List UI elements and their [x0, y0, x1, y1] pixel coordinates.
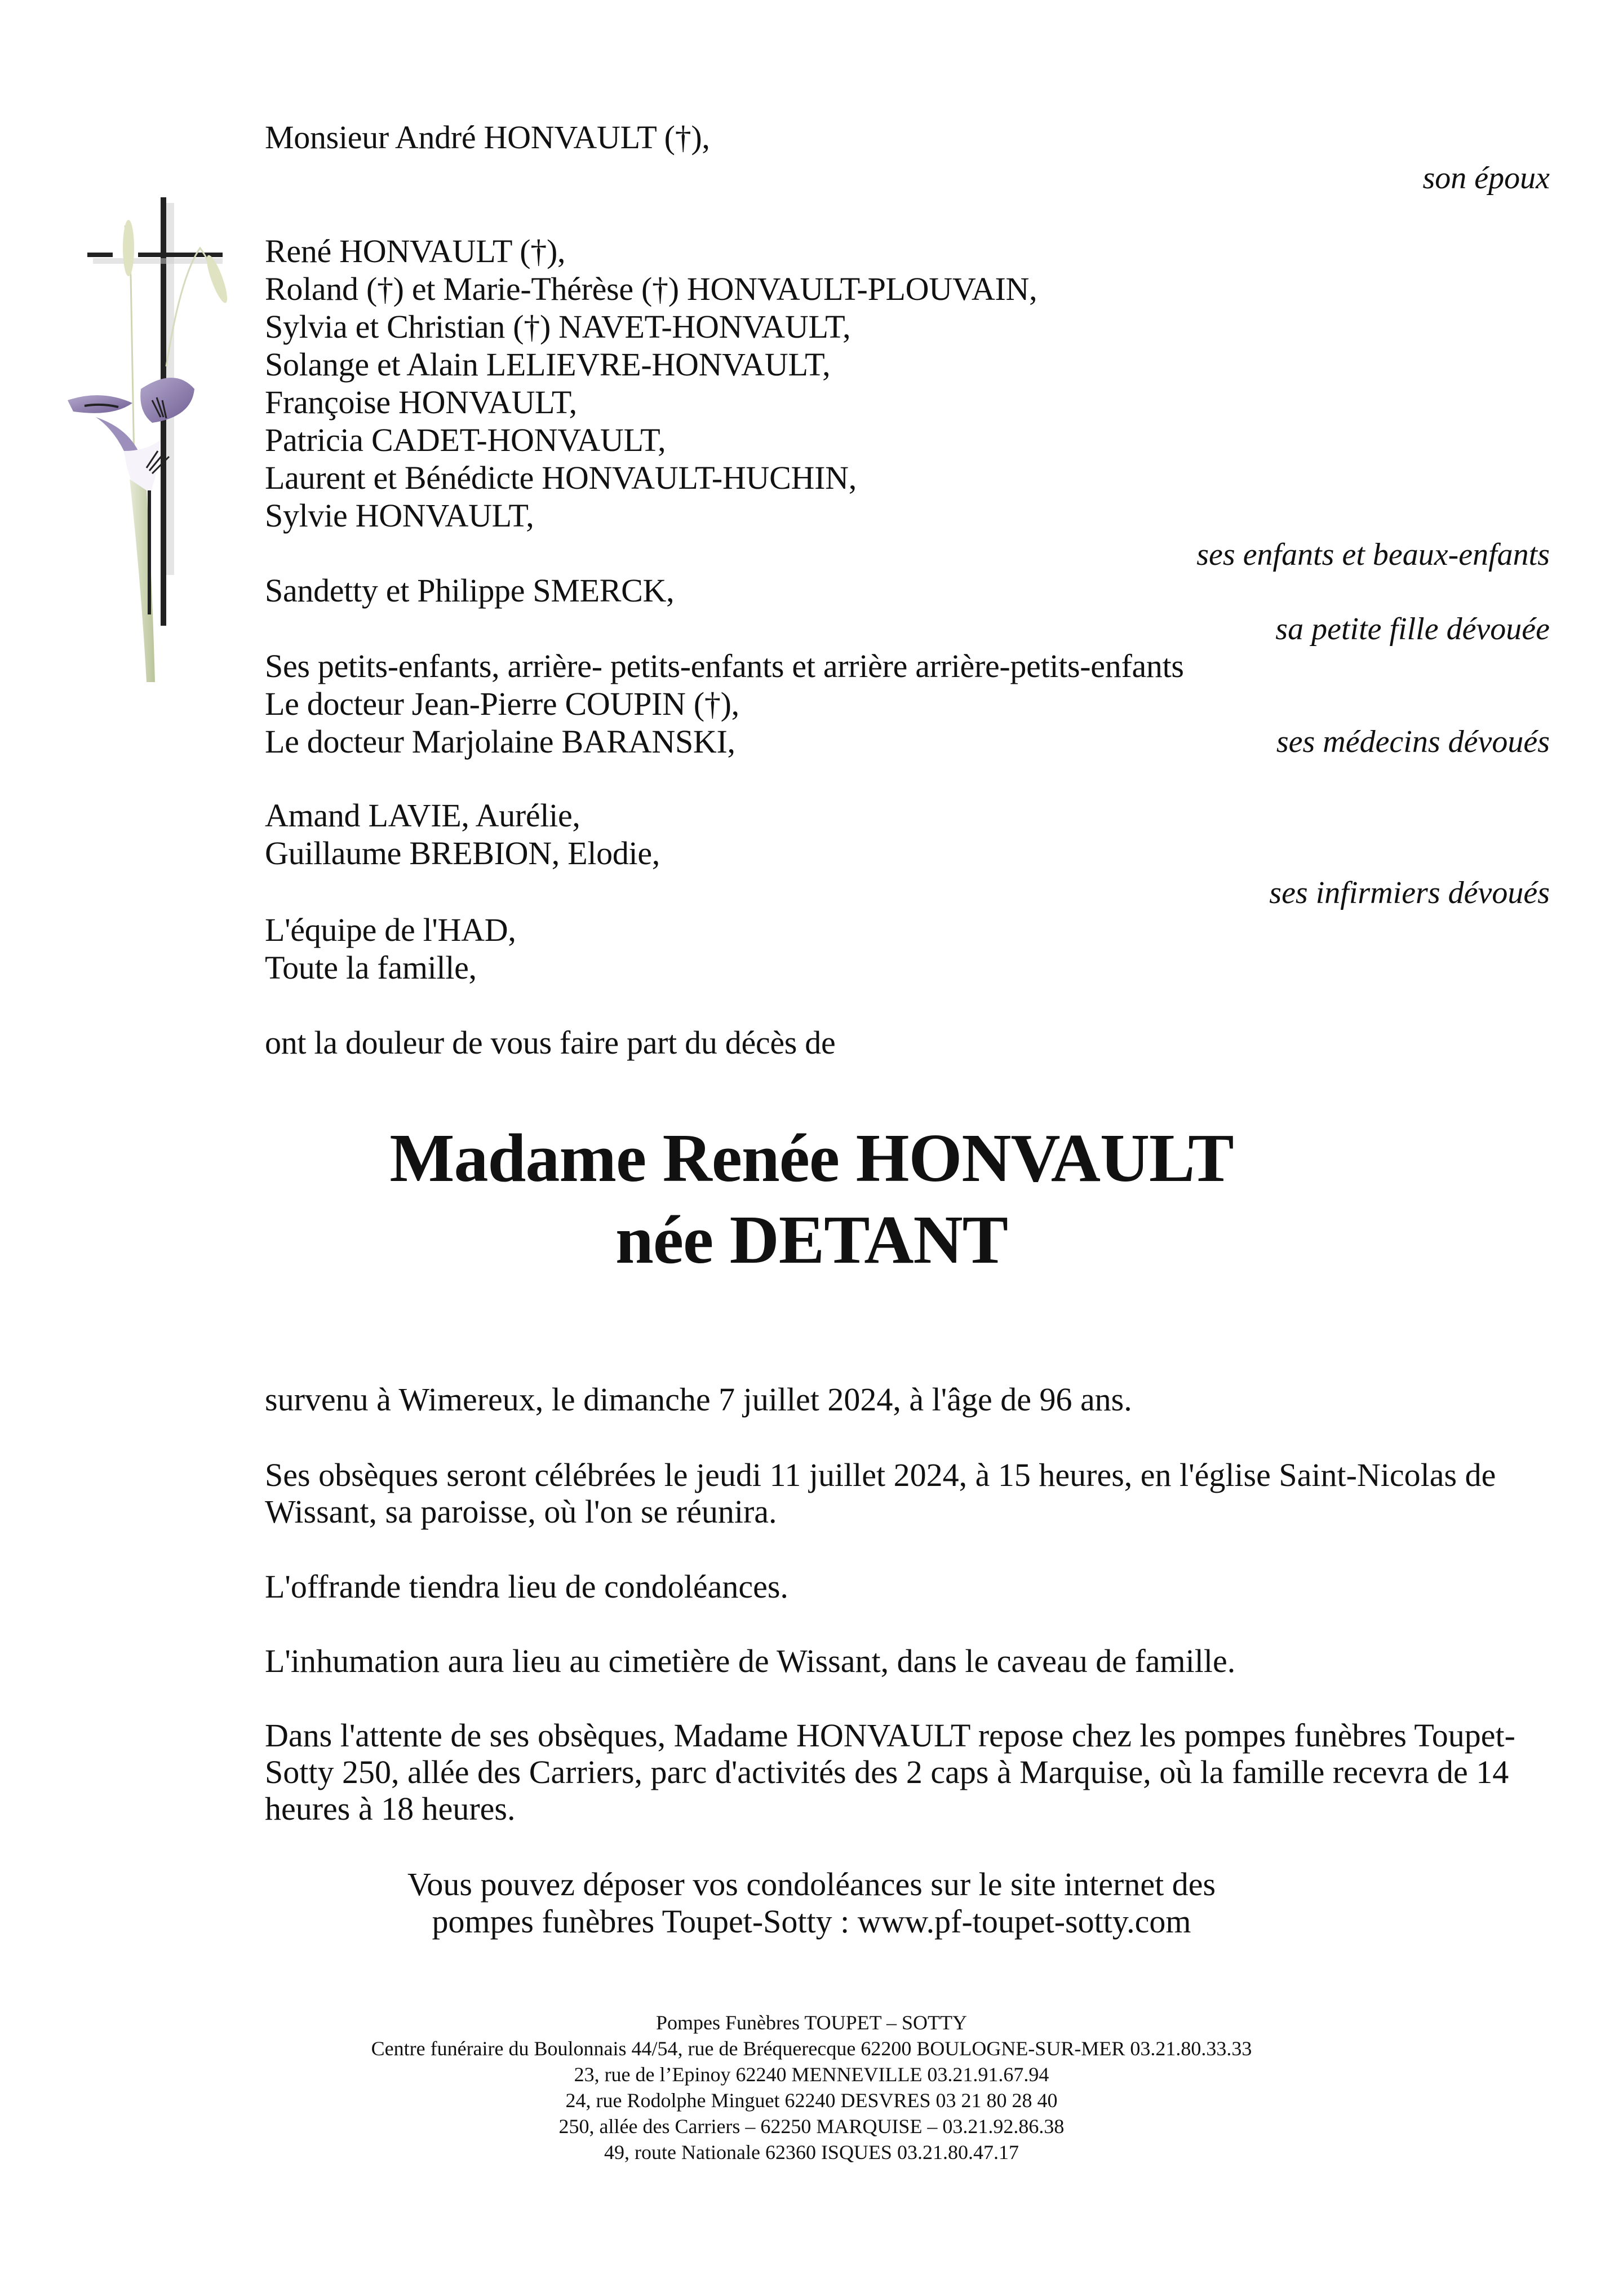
footer-address: Centre funéraire du Boulonnais 44/54, rue de Bréquerecque 62200 BOULOGNE-SUR-MER 03.21.80.33.33	[371, 2037, 1252, 2060]
deceased-name: Madame Renée HONVAULT	[389, 1120, 1234, 1196]
spouse-relation: son époux	[1422, 161, 1550, 196]
other-mourner: L'équipe de l'HAD,	[265, 912, 516, 948]
nurses-relation: ses infirmiers dévoués	[1269, 875, 1550, 910]
footer-address: 24, rue Rodolphe Minguet 62240 DESVRES 03 21 80 28 40	[565, 2089, 1058, 2112]
children-relation: ses enfants et beaux-enfants	[1196, 537, 1550, 572]
viewing-details: Dans l'attente de ses obsèques, Madame HONVAULT repose chez les pompes funèbres Toupet-Sotty 250, allée des Carriers, parc d'activités des 2 caps à Marquise, où la famille recevra de 14 heures à 18 heures.	[265, 1717, 1515, 1827]
granddaughter-relation: sa petite fille dévouée	[1275, 612, 1550, 647]
footer-address: 250, allée des Carriers – 62250 MARQUISE – 03.21.92.86.38	[558, 2115, 1065, 2138]
condolences-line-2: pompes funèbres Toupet-Sotty : www.pf-toupet-sotty.com	[432, 1903, 1191, 1940]
footer-address: 49, route Nationale 62360 ISQUES 03.21.80.47.17	[604, 2141, 1019, 2164]
other-mourner: Toute la famille,	[265, 949, 477, 986]
stem-icon	[130, 479, 155, 682]
offering-note: L'offrande tiendra lieu de condoléances.	[265, 1568, 788, 1605]
cross-lily-illustration	[62, 186, 231, 693]
death-details: survenu à Wimereux, le dimanche 7 juillet 2024, à l'âge de 96 ans.	[265, 1381, 1132, 1418]
spouse-name: Monsieur André HONVAULT (†),	[265, 119, 710, 156]
child-name: Laurent et Bénédicte HONVAULT-HUCHIN,	[265, 459, 857, 496]
granddaughter-name: Sandetty et Philippe SMERCK,	[265, 572, 675, 609]
child-name: René HONVAULT (†),	[265, 233, 566, 269]
child-name: Solange et Alain LELIEVRE-HONVAULT,	[265, 346, 831, 383]
burial-details: L'inhumation aura lieu au cimetière de Wissant, dans le caveau de famille.	[265, 1643, 1236, 1679]
condolences-line-1: Vous pouvez déposer vos condoléances sur le site internet des	[407, 1866, 1216, 1903]
child-name: Sylvia et Christian (†) NAVET-HONVAULT,	[265, 308, 851, 345]
nurse-name: Guillaume BREBION, Elodie,	[265, 835, 660, 871]
footer-address: 23, rue de l’Epinoy 62240 MENNEVILLE 03.21.91.67.94	[574, 2063, 1049, 2086]
nurse-name: Amand LAVIE, Aurélie,	[265, 797, 580, 834]
child-name: Sylvie HONVAULT,	[265, 497, 534, 534]
doctors-relation: ses médecins dévoués	[1276, 724, 1550, 759]
child-name: Roland (†) et Marie-Thérèse (†) HONVAULT-PLOUVAIN,	[265, 271, 1037, 307]
footer-company: Pompes Funèbres TOUPET – SOTTY	[655, 2011, 968, 2034]
funeral-details: Ses obsèques seront célébrées le jeudi 11 juillet 2024, à 15 heures, en l'église Saint-Nicolas de Wissant, sa paroisse, où l'on se réunira.	[265, 1457, 1496, 1530]
announcement: ont la douleur de vous faire part du décès de	[265, 1024, 836, 1061]
deceased-maiden-name: née DETANT	[615, 1202, 1008, 1278]
doctor-name: Le docteur Marjolaine BARANSKI,	[265, 723, 735, 760]
child-name: Patricia CADET-HONVAULT,	[265, 422, 666, 458]
grandchildren-line: Ses petits-enfants, arrière- petits-enfants et arrière arrière-petits-enfants	[265, 648, 1184, 684]
doctor-name: Le docteur Jean-Pierre COUPIN (†),	[265, 685, 739, 722]
child-name: Françoise HONVAULT,	[265, 384, 577, 421]
